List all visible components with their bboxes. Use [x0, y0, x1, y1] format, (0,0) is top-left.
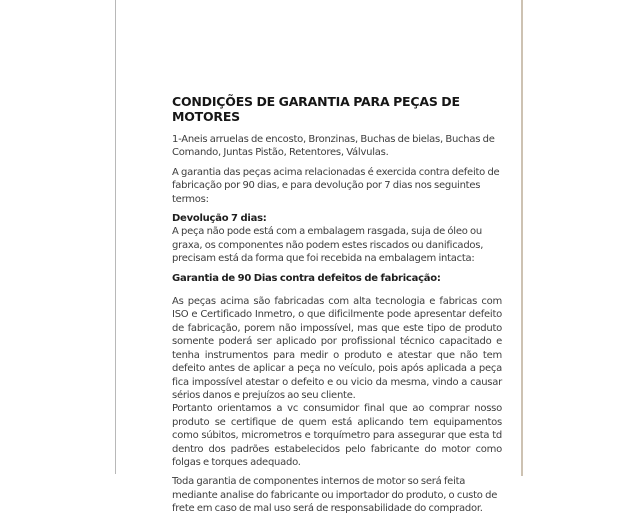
paragraph-defects-explanation: As peças acima são fabricadas com alta tecnologia e fabricas com ISO e Certificado Inmetro, o que dificilmente pode apresentar defeito de fabricação, porem não impossível, mas que este tipo de produto somente poderá ser aplicado por profissional técnico capacitado e tenha instrumentos para medir o produto e atestar que não tem defeito antes de aplicar a peça no veículo, pois após aplicada a peça fica impossível atestar o defeito e ou vicio da mesma, vindo a causar sérios danos e prejuízos ao seu cliente. — [172, 296, 502, 401]
paragraph-closing-terms: Toda garantia de componentes internos de motor so será feita mediante analise do fabricante ou importador do produto, o custo de frete em caso de mal uso será de responsabilidade do comprador. — [172, 476, 498, 515]
heading-return-7-days: Devolução 7 dias: — [172, 213, 267, 225]
page-left-edge — [115, 0, 116, 474]
warranty-document — [172, 94, 502, 516]
paragraph-parts-list: 1-Aneis arruelas de encosto, Bronzinas, Buchas de bielas, Buchas de Comando, Juntas Pistão, Retentores, Válvulas. — [172, 134, 495, 159]
paragraph-return-conditions: A peça não pode está com a embalagem rasgada, suja de óleo ou graxa, os componentes não podem estes riscados ou danificados, precisam está da forma que foi recebida na embalagem intacta: — [172, 226, 484, 265]
heading-90-days-warranty: Garantia de 90 Dias contra defeitos de fabricação: — [172, 272, 441, 284]
document-title: CONDIÇÕES DE GARANTIA PARA PEÇAS DE MOTORES — [172, 94, 460, 124]
page-right-edge — [521, 0, 523, 476]
paragraph-consumer-advice: Portanto orientamos a vc consumidor final que ao comprar nosso produto se certifique de quem está aplicando tem equipamentos como súbitos, micrometros e torquímetro para assegurar que esta td dentro dos padrões estabelecidos pelo fabricante do motor como folgas e torques adequado. — [172, 403, 502, 468]
paragraph-warranty-summary: A garantia das peças acima relacionadas é exercida contra defeito de fabricação por 90 dias, e para devolução por 7 dias nos seguintes termos: — [172, 166, 500, 205]
